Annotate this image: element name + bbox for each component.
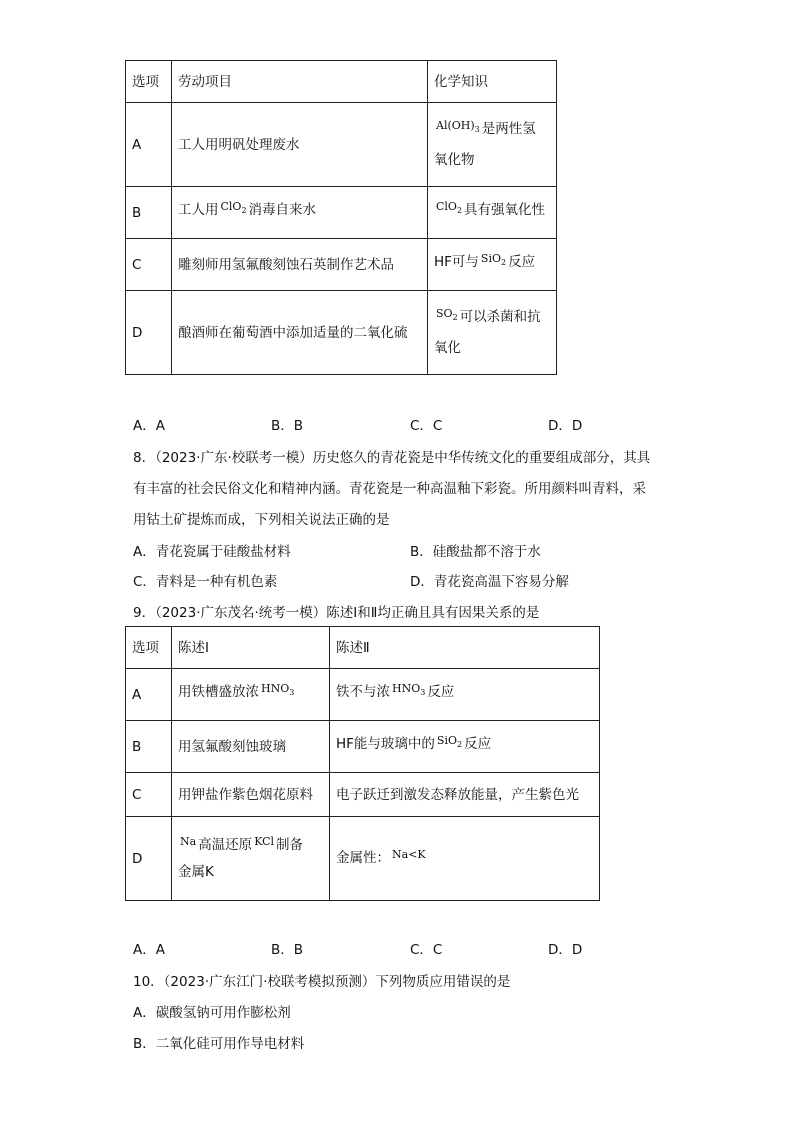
table-row	[126, 721, 600, 773]
table-row	[126, 669, 600, 721]
q7-header-item: 劳动项目	[172, 61, 428, 103]
q7-table	[125, 60, 557, 375]
table-row	[126, 291, 557, 375]
q7-row-c-item: 雕刻师用氢氟酸刻蚀石英制作艺术品	[172, 239, 428, 291]
q7-row-b-knowledge: $^{ClO_2}$ 具有强氧化性	[428, 187, 557, 239]
formula: Na<K	[392, 848, 426, 861]
q9-choice-d[interactable]: D．D	[548, 942, 583, 958]
formula: SO2	[436, 306, 458, 323]
q8-option-d[interactable]: D．青花瓷高温下容易分解	[410, 574, 569, 590]
formula: SiO2	[436, 733, 463, 750]
formula: ClO2	[220, 199, 247, 216]
q9-table	[125, 626, 600, 901]
table-row	[126, 103, 557, 187]
q7-row-b-item: 工人用 $^{ClO_2}$ 消毒自来水	[172, 187, 428, 239]
q9-choice-b[interactable]: B．B	[271, 942, 304, 958]
q9-row-b-statement-2: HF能与玻璃中的 $^{SiO_2}$ 反应	[330, 721, 600, 773]
q8-option-b[interactable]: B．硅酸盐都不溶于水	[410, 544, 541, 560]
q7-choice-a[interactable]: A．A	[133, 418, 165, 434]
q9-row-d-statement-1: $^{Na}$ 高温还原 $^{KCl}$ 制备 金属K	[172, 817, 330, 901]
q9-header-statement-2: 陈述Ⅱ	[330, 627, 600, 669]
formula: Al(OH)3	[436, 118, 480, 135]
q7-row-a-item: 工人用明矾处理废水	[172, 103, 428, 187]
table-row	[126, 239, 557, 291]
q7-row-d-item: 酿酒师在葡萄酒中添加适量的二氧化硫	[172, 291, 428, 375]
q7-header-knowledge: 化学知识	[428, 61, 557, 103]
q9-row-c-option: C	[126, 773, 172, 817]
formula: ClO2	[436, 199, 463, 216]
q7-choice-d[interactable]: D．D	[548, 418, 583, 434]
q9-header-option: 选项	[126, 627, 172, 669]
q7-row-a-knowledge: $^{Al(OH)_3}$ 是两性氢 氧化物	[428, 103, 557, 187]
q8-option-c[interactable]: C．青料是一种有机色素	[133, 574, 278, 590]
q7-choice-b[interactable]: B．B	[271, 418, 304, 434]
q8-option-a[interactable]: A．青花瓷属于硅酸盐材料	[133, 544, 291, 560]
table-row	[126, 187, 557, 239]
q7-row-a-option: A	[126, 103, 172, 187]
q9-row-d-option: D	[126, 817, 172, 901]
q7-row-d-option: D	[126, 291, 172, 375]
table-row	[126, 817, 600, 901]
q8-stem-line-3: 用钴土矿提炼而成，下列相关说法正确的是	[133, 512, 390, 528]
q9-row-b-statement-1: 用氢氟酸刻蚀玻璃	[172, 721, 330, 773]
q9-row-a-option: A	[126, 669, 172, 721]
q9-header-statement-1: 陈述Ⅰ	[172, 627, 330, 669]
q7-row-b-option: B	[126, 187, 172, 239]
q7-choice-c[interactable]: C．C	[410, 418, 443, 434]
q10-option-b[interactable]: B．二氧化硅可用作导电材料	[133, 1036, 305, 1052]
q9-row-b-option: B	[126, 721, 172, 773]
q10-option-a[interactable]: A．碳酸氢钠可用作膨松剂	[133, 1005, 291, 1021]
q9-choice-c[interactable]: C．C	[410, 942, 443, 958]
formula: HNO3	[392, 681, 426, 698]
formula: HNO3	[261, 681, 295, 698]
formula: Na	[180, 835, 197, 848]
q7-header-option: 选项	[126, 61, 172, 103]
q7-row-c-knowledge: HF可与 $^{SiO_2}$ 反应	[428, 239, 557, 291]
q9-choice-a[interactable]: A．A	[133, 942, 165, 958]
q9-row-a-statement-2: 铁不与浓 $^{HNO_3}$ 反应	[330, 669, 600, 721]
q8-stem-line-1: 8．（2023·广东·校联考一模）历史悠久的青花瓷是中华传统文化的重要组成部分，其具	[133, 450, 651, 466]
formula: SiO2	[480, 251, 507, 268]
q7-row-d-knowledge: $^{SO_2}$ 可以杀菌和抗 氧化	[428, 291, 557, 375]
q9-row-c-statement-2: 电子跃迁到激发态释放能量，产生紫色光	[330, 773, 600, 817]
q9-row-c-statement-1: 用钾盐作紫色烟花原料	[172, 773, 330, 817]
q8-stem-line-2: 有丰富的社会民俗文化和精神内涵。青花瓷是一种高温釉下彩瓷。所用颜料叫青料，采	[133, 481, 646, 497]
q9-row-a-statement-1: 用铁槽盛放浓 $^{HNO_3}$	[172, 669, 330, 721]
table-row	[126, 773, 600, 817]
q10-stem: 10．（2023·广东江门·校联考模拟预测）下列物质应用错误的是	[133, 974, 511, 990]
formula: KCl	[254, 835, 275, 848]
q9-stem: 9．（2023·广东茂名·统考一模）陈述Ⅰ和Ⅱ均正确且具有因果关系的是	[133, 605, 540, 621]
q9-row-d-statement-2: 金属性： $^{Na<K}$	[330, 817, 600, 901]
q7-row-c-option: C	[126, 239, 172, 291]
